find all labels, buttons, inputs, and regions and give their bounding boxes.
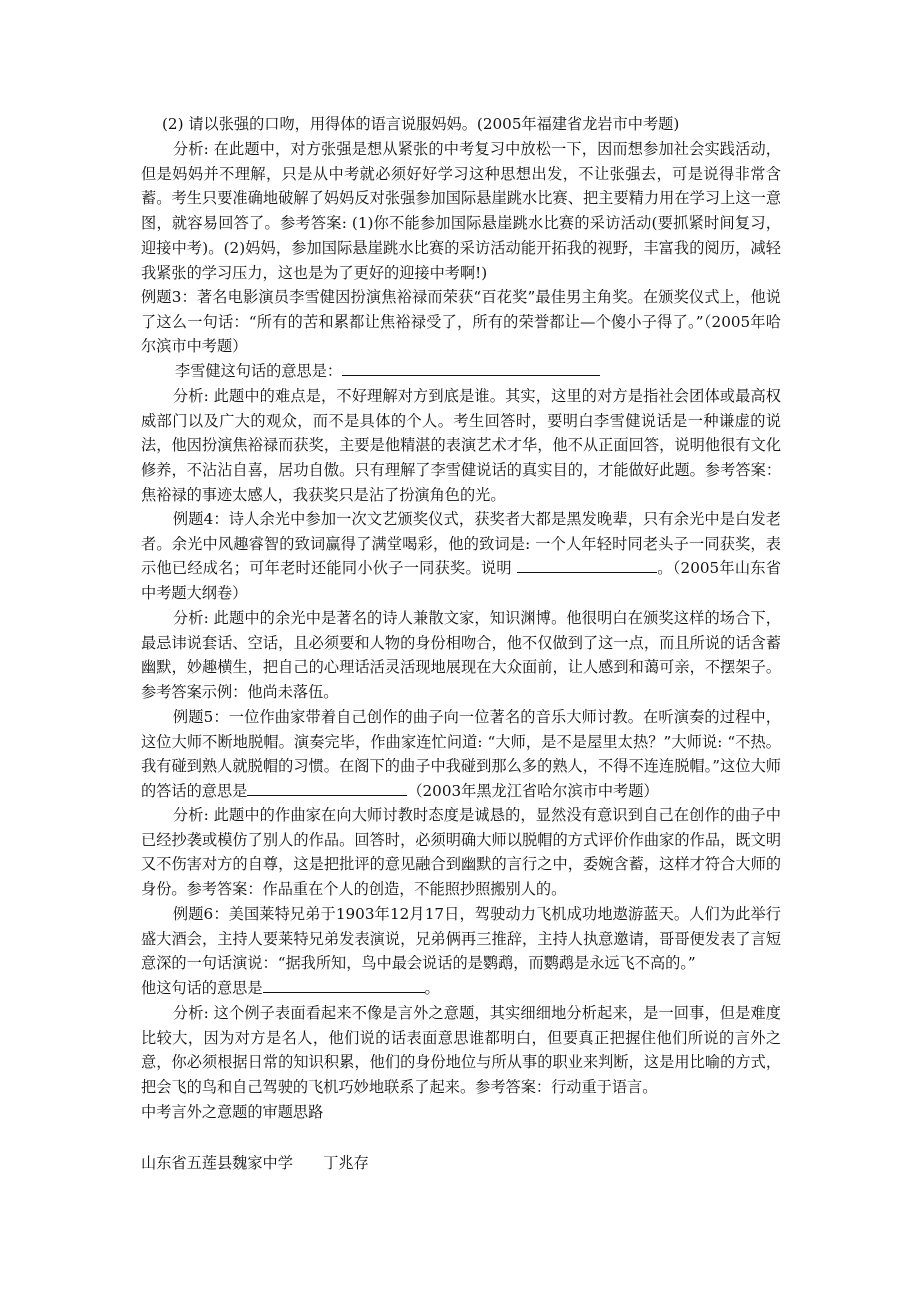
analysis-q2: 分析: 在此题中，对方张强是想从紧张的中考复习中放松一下，因而想参加社会实践活动，但是妈妈并不理解，只是从中考就必须好好学习这种思想出发，不让张强去，可是说得非常含蓄。考生只要准确地破解了妈妈反对张强参加国际悬崖跳水比赛、把主要精力用在学习上这一意图，就容易回答了。参考答案: (1)你不能参加国际悬崖跳水比赛的采访活动(要抓紧时间复习，迎接中考)。(2)妈妈，参加国际悬崖跳水比赛的采访活动能开拓我的视野，丰富我的阅历，减轻我紧张的学习压力，这也是为了更好的迎接中考啊!) xyxy=(141,140,781,282)
example-5-source: （2003年黑龙江省哈尔滨市中考题） xyxy=(407,782,659,801)
example-6-end: 。 xyxy=(424,979,440,997)
analysis-3: 分析: 此题中的难点是，不好理解对方到底是谁。其实，这里的对方是指社会团体或最高权威部门以及广大的观众，而不是具体的个人。考生回答时，要明白李雪健说话是一种谦虚的说法，他因扮演焦裕禄而获奖，主要是他精湛的表演艺术才华，他不从正面回答，说明他很有文化修养，不沾沾自喜，居功自傲。只有理解了李雪健说话的真实目的，才能做好此题。参考答案：焦裕禄的事迹太感人，我获奖只是沾了扮演角色的光。 xyxy=(141,387,781,504)
answer-blank[interactable] xyxy=(342,360,600,376)
example-4-text: 例题4：诗人余光中参加一次文艺颁奖仪式，获奖者大都是黑发晚辈，只有余光中是白发老者。余光中风趣睿智的致词赢得了满堂喝彩，他的致词是: 一个人年轻时同老头子一同获奖，表示他已经成名；可年老时还能同小伙子一同获奖。说明 xyxy=(141,510,781,578)
analysis-4: 分析: 此题中的余光中是著名的诗人兼散文家，知识渊博。他很明白在颁奖这样的场合下，最忌讳说套话、空话，且必须要和人物的身份相吻合，他不仅做到了这一点，而且所说的话含蓄幽默，妙趣横生，把自己的心理话活灵活现地展现在大众面前，让人感到和蔼可亲，不摆架子。参考答案示例：他尚未落伍。 xyxy=(141,609,781,702)
analysis-6: 分析: 这个例子表面看起来不像是言外之意题，其实细细地分析起来，是一回事，但是难度比较大，因为对方是名人，他们说的话表面意思谁都明白，但要真正把握住他们所说的言外之意，你必须根据日常的知识积累，他们的身份地位与所从事的职业来判断，这是用比喻的方式，把会飞的鸟和自己驾驶的飞机巧妙地联系了起来。参考答案：行动重于语言。 xyxy=(141,1004,781,1097)
answer-blank[interactable] xyxy=(247,780,407,796)
example-5-text: 例题5：一位作曲家带着自己创作的曲子向一位著名的音乐大师讨教。在听演奏的过程中，这位大师不断地脱帽。演奏完毕，作曲家连忙问道: “大师，是不是屋里太热？”大师说: “不热。我有碰到熟人就脱帽的习惯。在阁下的曲子中我碰到那么多的熟人，不得不连连脱帽。”这位大师的答话的意思是 xyxy=(141,708,781,801)
answer-blank[interactable] xyxy=(517,557,657,573)
example-3: 例题3：著名电影演员李雪健因扮演焦裕禄而荣获“百花奖”最佳男主角奖。在颁奖仪式上，他说了这么一句话：“所有的苦和累都让焦裕禄受了，所有的荣誉都让—个傻小子得了。”（2005年哈尔滨市中考题） xyxy=(141,288,781,356)
example-3-prompt xyxy=(175,359,600,384)
section-heading: 中考言外之意题的审题思路 xyxy=(141,1103,324,1121)
analysis-5: 分析: 此题中的作曲家在向大师讨教时态度是诚恳的，显然没有意识到自己在创作的曲子中已经抄袭或模仿了别人的作品。回答时，必须明确大师以脱帽的方式评价作曲家的作品，既文明又不伤害对方的自尊，这是把批评的意见融合到幽默的言行之中，委婉含蓄，这样才符合大师的身份。参考答案：作品重在个人的创造，不能照抄照搬别人的。 xyxy=(141,806,781,899)
example-6: 例题6：美国莱特兄弟于1903年12月17日，驾驶动力飞机成功地遨游蓝天。人们为此举行盛大酒会，主持人要莱特兄弟发表演说，兄弟俩再三推辞，主持人执意邀请，哥哥便发表了言短意深的一句话演说：“据我所知，鸟中最会说话的是鹦鹉，而鹦鹉是永远飞不高的。” xyxy=(141,905,781,973)
example-6-prompt-text: 他这句话的意思是 xyxy=(141,979,263,997)
example-6-prompt xyxy=(141,976,440,1001)
example-5 xyxy=(141,705,781,804)
answer-blank[interactable] xyxy=(263,977,425,993)
example-4 xyxy=(141,507,781,606)
example-3-prompt-text: 李雪健这句话的意思是： xyxy=(175,362,343,380)
question-2: (2) 请以张强的口吻，用得体的语言说服妈妈。(2005年福建省龙岩市中考题) xyxy=(162,115,680,133)
example-4-source: 。（2005年山东省中考题大纲卷） xyxy=(141,559,782,603)
author-line: 山东省五莲县魏家中学 丁兆存 xyxy=(141,1154,369,1172)
